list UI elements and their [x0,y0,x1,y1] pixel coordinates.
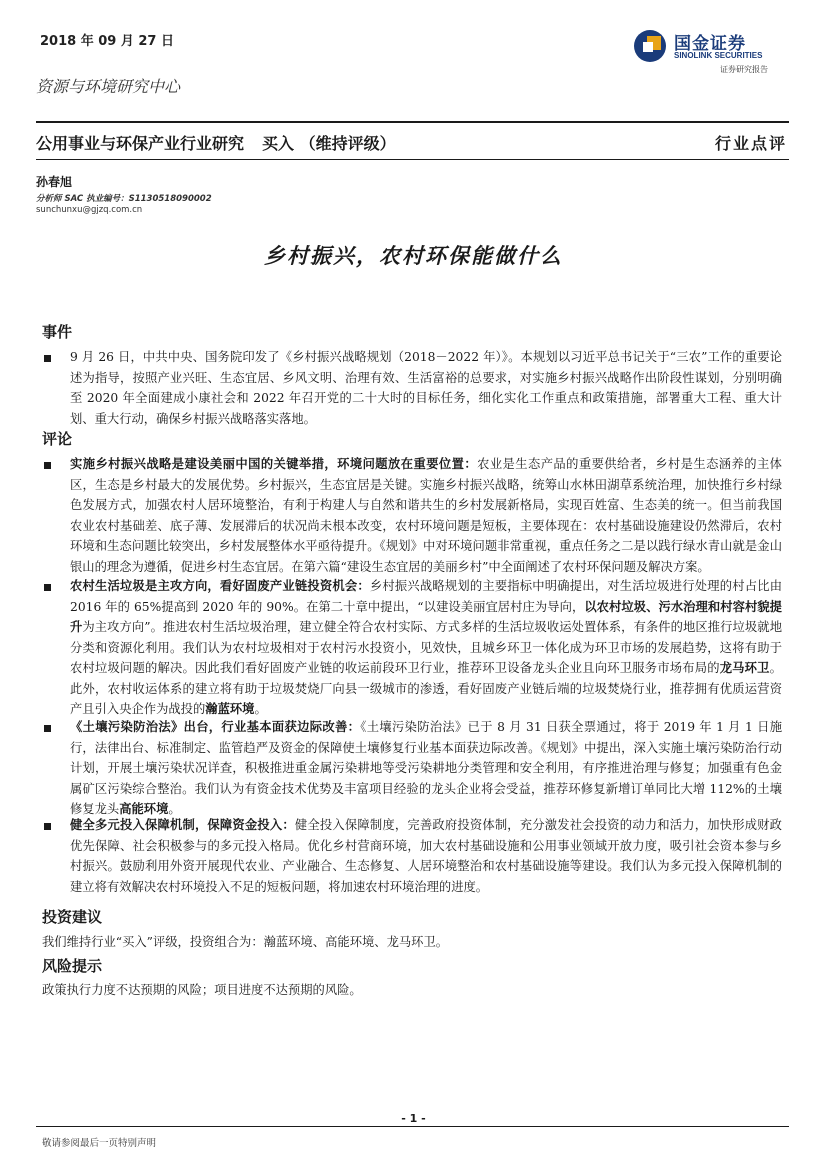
industry-divider [36,159,789,160]
bullet-icon [44,823,51,830]
bullet-icon [44,584,51,591]
report-date: 2018 年 09 月 27 日 [40,34,174,49]
footer-disclaimer: 敬请参阅最后一页特别声明 [42,1138,157,1149]
bullet-icon [44,355,51,362]
report-title: 乡村振兴，农村环保能做什么 [264,243,563,268]
author-name: 孙春旭 [36,175,73,189]
advice-paragraph: 我们维持行业“买入”评级，投资组合为：瀚蓝环境、高能环境、龙马环卫。 [42,935,449,949]
risk-paragraph: 政策执行力度不达预期的风险；项目进度不达预期的风险。 [42,983,362,997]
bullet-icon [44,462,51,469]
author-sac: 分析师 SAC 执业编号：S1130518090002 [36,194,212,204]
comment-text-3a: 《土壤污染防治法》已于 8 月 31 日获全票通过，将于 2019 年 1 月 1 日施行，法律出台、标准制定、监管趋严及资金的保障使土壤修复行业基本面获边际改善。《规划》中提出，深入实施土壤污染防治行动计划，开展土壤污染状况详查，积极推进重金属污染耕地等受污染耕地分类管理和安全利用，有序推进治理与修复；加强重有色金属矿区污染综合整治。我们认为有资金技术优势及丰富项目经验的龙头企业将会受益，推荐环修复新增订单同比大增 112%的土壤修复龙头 [70,720,782,816]
comment-text-4: 健全投入保障制度，完善政府投资体制，充分激发社会投资的动力和活力，加快形成财政优先保障、社会积极参与的多元投入格局。优化乡村营商环境，加大农村基础设施和公用事业领域开放力度，吸引社会资本参与乡村振兴。鼓励利用外资开展现代农业、产业融合、生态修复、人居环境整治和农村基础设施等建设。我们认为多元投入保障机制的建立将有效解决农村环境投入不足的短板问题，将加速农村环境治理的进度。 [70,818,782,894]
comment-text-1: 农业是生态产品的重要供给者，乡村是生态涵养的主体区，生态是乡村最大的发展优势。乡村振兴，生态宜居是关键。实施乡村振兴战略，统筹山水林田湖草系统治理，加快推行乡村绿色发展方式，加强农村人居环境整治，有利于构建人与自然和谐共生的乡村发展新格局，实现百姓富、生态美的统一。但当前我国农业农村基础差、底子薄、发展滞后的状况尚未根本改变，农村环境问题是短板，主要体现在：农村基础设施建设仍然滞后，农村环境和生态问题比较突出，乡村发展整体水平亟待提升。《规划》中对环境问题非常重视，重点任务之二是以践行绿水青山就是金山银山的理念为遵循，促进乡村生态宜居。在第六篇“建设生态宜居的美丽乡村”中全面阐述了农村环保问题及解决方案。 [70,457,782,574]
comment-paragraph-2 [70,576,782,720]
logo-mark-icon [632,28,668,64]
logo-subtitle: 证券研究报告 [720,65,768,74]
research-center: 资源与环境研究中心 [36,77,181,96]
logo-english-name: SINOLINK SECURITIES [674,51,763,60]
comment-lead-1: 实施乡村振兴战略是建设美丽中国的关键举措，环境问题放在重要位置： [70,456,478,471]
section-heading-risk: 风险提示 [42,957,103,975]
comment-lead-2: 农村生活垃圾是主攻方向，看好固废产业链投资机会： [70,578,370,593]
logo-chinese-name: 国金证券 [674,34,746,54]
report-type: 行业点评 [714,134,787,153]
industry-name: 公用事业与环保产业行业研究 [36,134,245,153]
comment-text-2a: 乡村振兴战略规划的主要指标中明确提出，对生活垃圾进行处理的村占比由 2016 年的 65%提高到 2020 年的 90%。在第二十章中提出，“以建设美丽宜居村庄为导向， [70,579,782,614]
industry-line [36,131,396,154]
author-email[interactable]: sunchunxu@gjzq.com.cn [36,205,143,215]
header-divider [36,121,789,123]
footer-divider [36,1126,789,1127]
comment-text-3b: 。 [168,802,181,816]
event-paragraph: 9 月 26 日，中共中央、国务院印发了《乡村振兴战略规划（2018－2022 年）》。本规划以习近平总书记关于“三农”工作的重要论述为指导，按照产业兴旺、生态宜居、乡风文明、治理有效、生活富裕的总要求，对实施乡村振兴战略作出阶段性谋划，分别明确至 2020 年全面建成小康社会和 2022 年召开党的二十大时的目标任务，细化实化工作重点和政策措施，部署重大工程、重大计划、重大行动，确保乡村振兴战略落实落地。 [70,350,782,426]
stock-hanlan: 瀚蓝环境 [205,701,255,716]
comment-lead-3: 《土壤污染防治法》出台，行业基本面获边际改善： [70,719,361,734]
bullet-icon [44,725,51,732]
comment-paragraph-1 [70,454,782,577]
comment-text-2c: 。此外，农村收运体系的建立将有助于垃圾焚烧厂向县一级城市的渗透，看好固废产业链后端的垃圾焚烧行业，推荐拥有优质运营资产且引入央企作为战投的 [70,661,782,716]
comment-text-2b: 为主攻方向”。推进农村生活垃圾治理，建立健全符合农村实际、方式多样的生活垃圾收运处置体系，有条件的地区推行垃圾就地分类和资源化利用。我们认为农村垃圾相对于农村污水投资小，见效快，且城乡环卫一体化成为环卫市场的发展趋势，这将有助于农村垃圾问题的解决。因此我们看好固废产业链的收运前段环卫行业，推荐环卫设备龙头企业且向环卫服务市场布局的 [70,620,782,675]
comment-lead-4: 健全多元投入保障机制，保障资金投入： [70,817,295,832]
comment-bold-2a: 以农村垃圾、污水治理和村容村貌提升 [70,598,782,634]
sinolink-logo [632,26,792,78]
comment-text-2d: 。 [254,702,267,716]
page-number: - 1 - [401,1112,426,1125]
section-heading-comment: 评论 [42,430,73,448]
rating: 买入 （维持评级） [262,134,396,153]
section-heading-advice: 投资建议 [42,908,103,926]
comment-paragraph-3 [70,717,782,820]
comment-paragraph-4 [70,815,782,897]
section-heading-event: 事件 [42,323,73,341]
stock-longma: 龙马环卫 [719,660,770,675]
stock-gaoneng: 高能环境 [119,801,169,816]
